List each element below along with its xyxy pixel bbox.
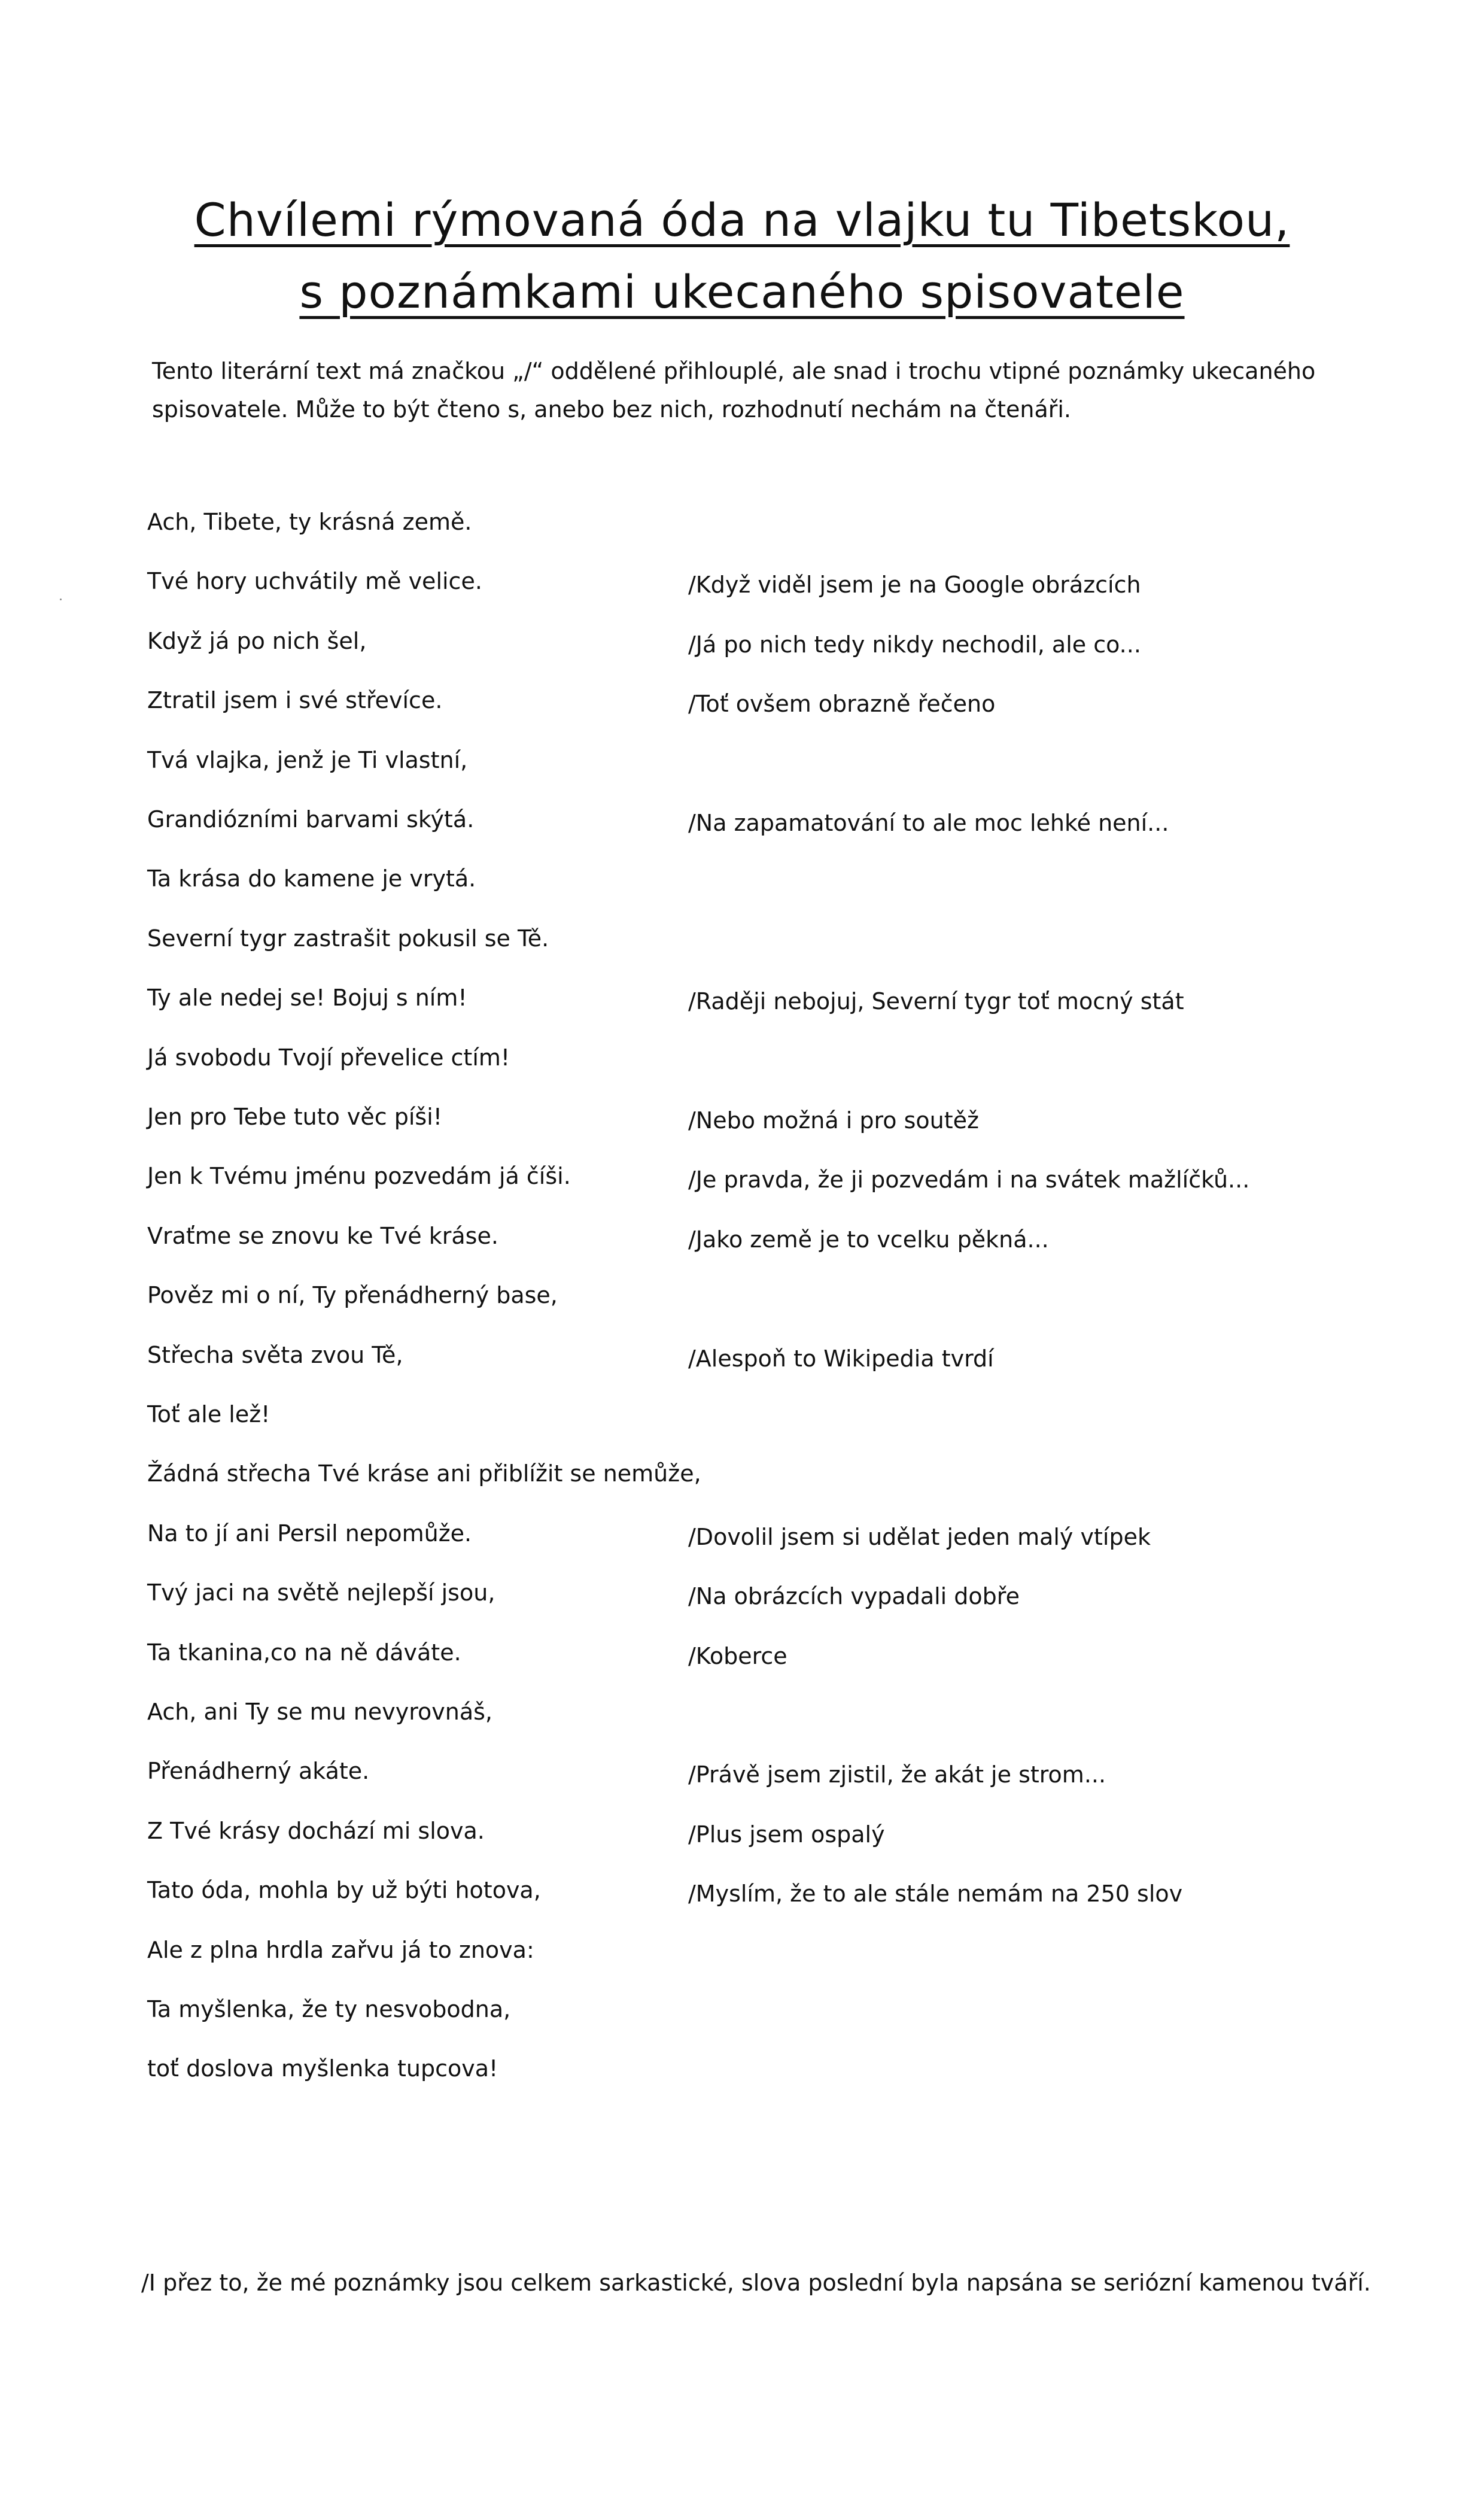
verse-line: Žádná střecha Tvé kráse ani přiblížit se nemůže, <box>147 1460 701 1487</box>
verse-line: Z Tvé krásy dochází mi slova. <box>147 1818 485 1844</box>
verse-line: toť doslova myšlenka tupcova! <box>147 2055 498 2082</box>
scan-speck <box>60 599 62 600</box>
verse-line: Tvý jaci na světě nejlepší jsou, <box>147 1579 495 1606</box>
author-note: /Nebo možná i pro soutěž <box>688 1107 979 1134</box>
verse-line: Jen pro Tebe tuto věc píši! <box>147 1104 443 1130</box>
verse-line: Tvé hory uchvátily mě velice. <box>147 568 482 594</box>
verse-line: Ach, Tibete, ty krásná země. <box>147 509 472 535</box>
author-note: /Toť ovšem obrazně řečeno <box>688 691 996 717</box>
verse-line: Přenádherný akáte. <box>147 1758 370 1784</box>
author-note: /Na zapamatování to ale moc lehké není... <box>688 810 1169 836</box>
verse-line: Ale z plna hrdla zařvu já to znova: <box>147 1937 534 1963</box>
author-note: /Na obrázcích vypadali dobře <box>688 1583 1020 1609</box>
verse-line: Ach, ani Ty se mu nevyrovnáš, <box>147 1699 492 1725</box>
author-note: /Když viděl jsem je na Google obrázcích <box>688 572 1141 598</box>
author-note: /Jako země je to vcelku pěkná... <box>688 1226 1049 1253</box>
author-note: /Je pravda, že ji pozvedám i na svátek mažlíčků... <box>688 1167 1250 1193</box>
intro-line-2: spisovatele. Může to být čteno s, anebo bez nich, rozhodnutí nechám na čtenáři. <box>152 396 1072 423</box>
verse-line: Ztratil jsem i své střevíce. <box>147 687 443 713</box>
verse-line: Vraťme se znovu ke Tvé kráse. <box>147 1223 498 1249</box>
author-note: /Myslím, že to ale stále nemám na 250 slov <box>688 1881 1183 1907</box>
author-note: /Alespoň to Wikipedia tvrdí <box>688 1345 994 1372</box>
verse-line: Severní tygr zastrašit pokusil se Tě. <box>147 925 549 952</box>
author-note: /Plus jsem ospalý <box>688 1821 885 1848</box>
author-note: /Koberce <box>688 1643 787 1669</box>
author-note: /Já po nich tedy nikdy nechodil, ale co... <box>688 631 1141 658</box>
verse-line: Já svobodu Tvojí převelice ctím! <box>147 1044 510 1071</box>
verse-line: Ta krása do kamene je vrytá. <box>147 865 476 892</box>
verse-line: Ta myšlenka, že ty nesvobodna, <box>147 1996 511 2022</box>
verse-line: Pověz mi o ní, Ty přenádherný base, <box>147 1282 558 1308</box>
verse-line: Toť ale lež! <box>147 1401 270 1427</box>
verse-line: Ta tkanina,co na ně dáváte. <box>147 1639 461 1666</box>
verse-line: Tato óda, mohla by už býti hotova, <box>147 1877 541 1903</box>
verse-line: Na to jí ani Persil nepomůže. <box>147 1520 472 1547</box>
author-note: /Raději nebojuj, Severní tygr toť mocný stát <box>688 988 1184 1014</box>
poem-title-line-1: Chvílemi rýmovaná óda na vlajku tu Tibetskou, <box>194 193 1290 247</box>
author-note: /Právě jsem zjistil, že akát je strom... <box>688 1761 1106 1788</box>
verse-line: Když já po nich šel, <box>147 628 367 654</box>
verse-line: Tvá vlajka, jenž je Ti vlastní, <box>147 747 468 773</box>
verse-line: Střecha světa zvou Tě, <box>147 1342 403 1368</box>
final-note: /I přez to, že mé poznámky jsou celkem sarkastické, slova poslední byla napsána se seriózní kamenou tváří. <box>141 2270 1371 2296</box>
author-note: /Dovolil jsem si udělat jeden malý vtípek <box>688 1524 1151 1550</box>
verse-line: Ty ale nedej se! Bojuj s ním! <box>147 985 467 1011</box>
intro-line-1: Tento literární text má značkou „/“ oddělené přihlouplé, ale snad i trochu vtipné poznámky ukecaného <box>152 358 1316 384</box>
poem-title-line-2: s poznámkami ukecaného spisovatele <box>299 265 1185 318</box>
verse-line: Jen k Tvému jménu pozvedám já číši. <box>147 1163 571 1189</box>
verse-line: Grandiózními barvami skýtá. <box>147 806 475 833</box>
